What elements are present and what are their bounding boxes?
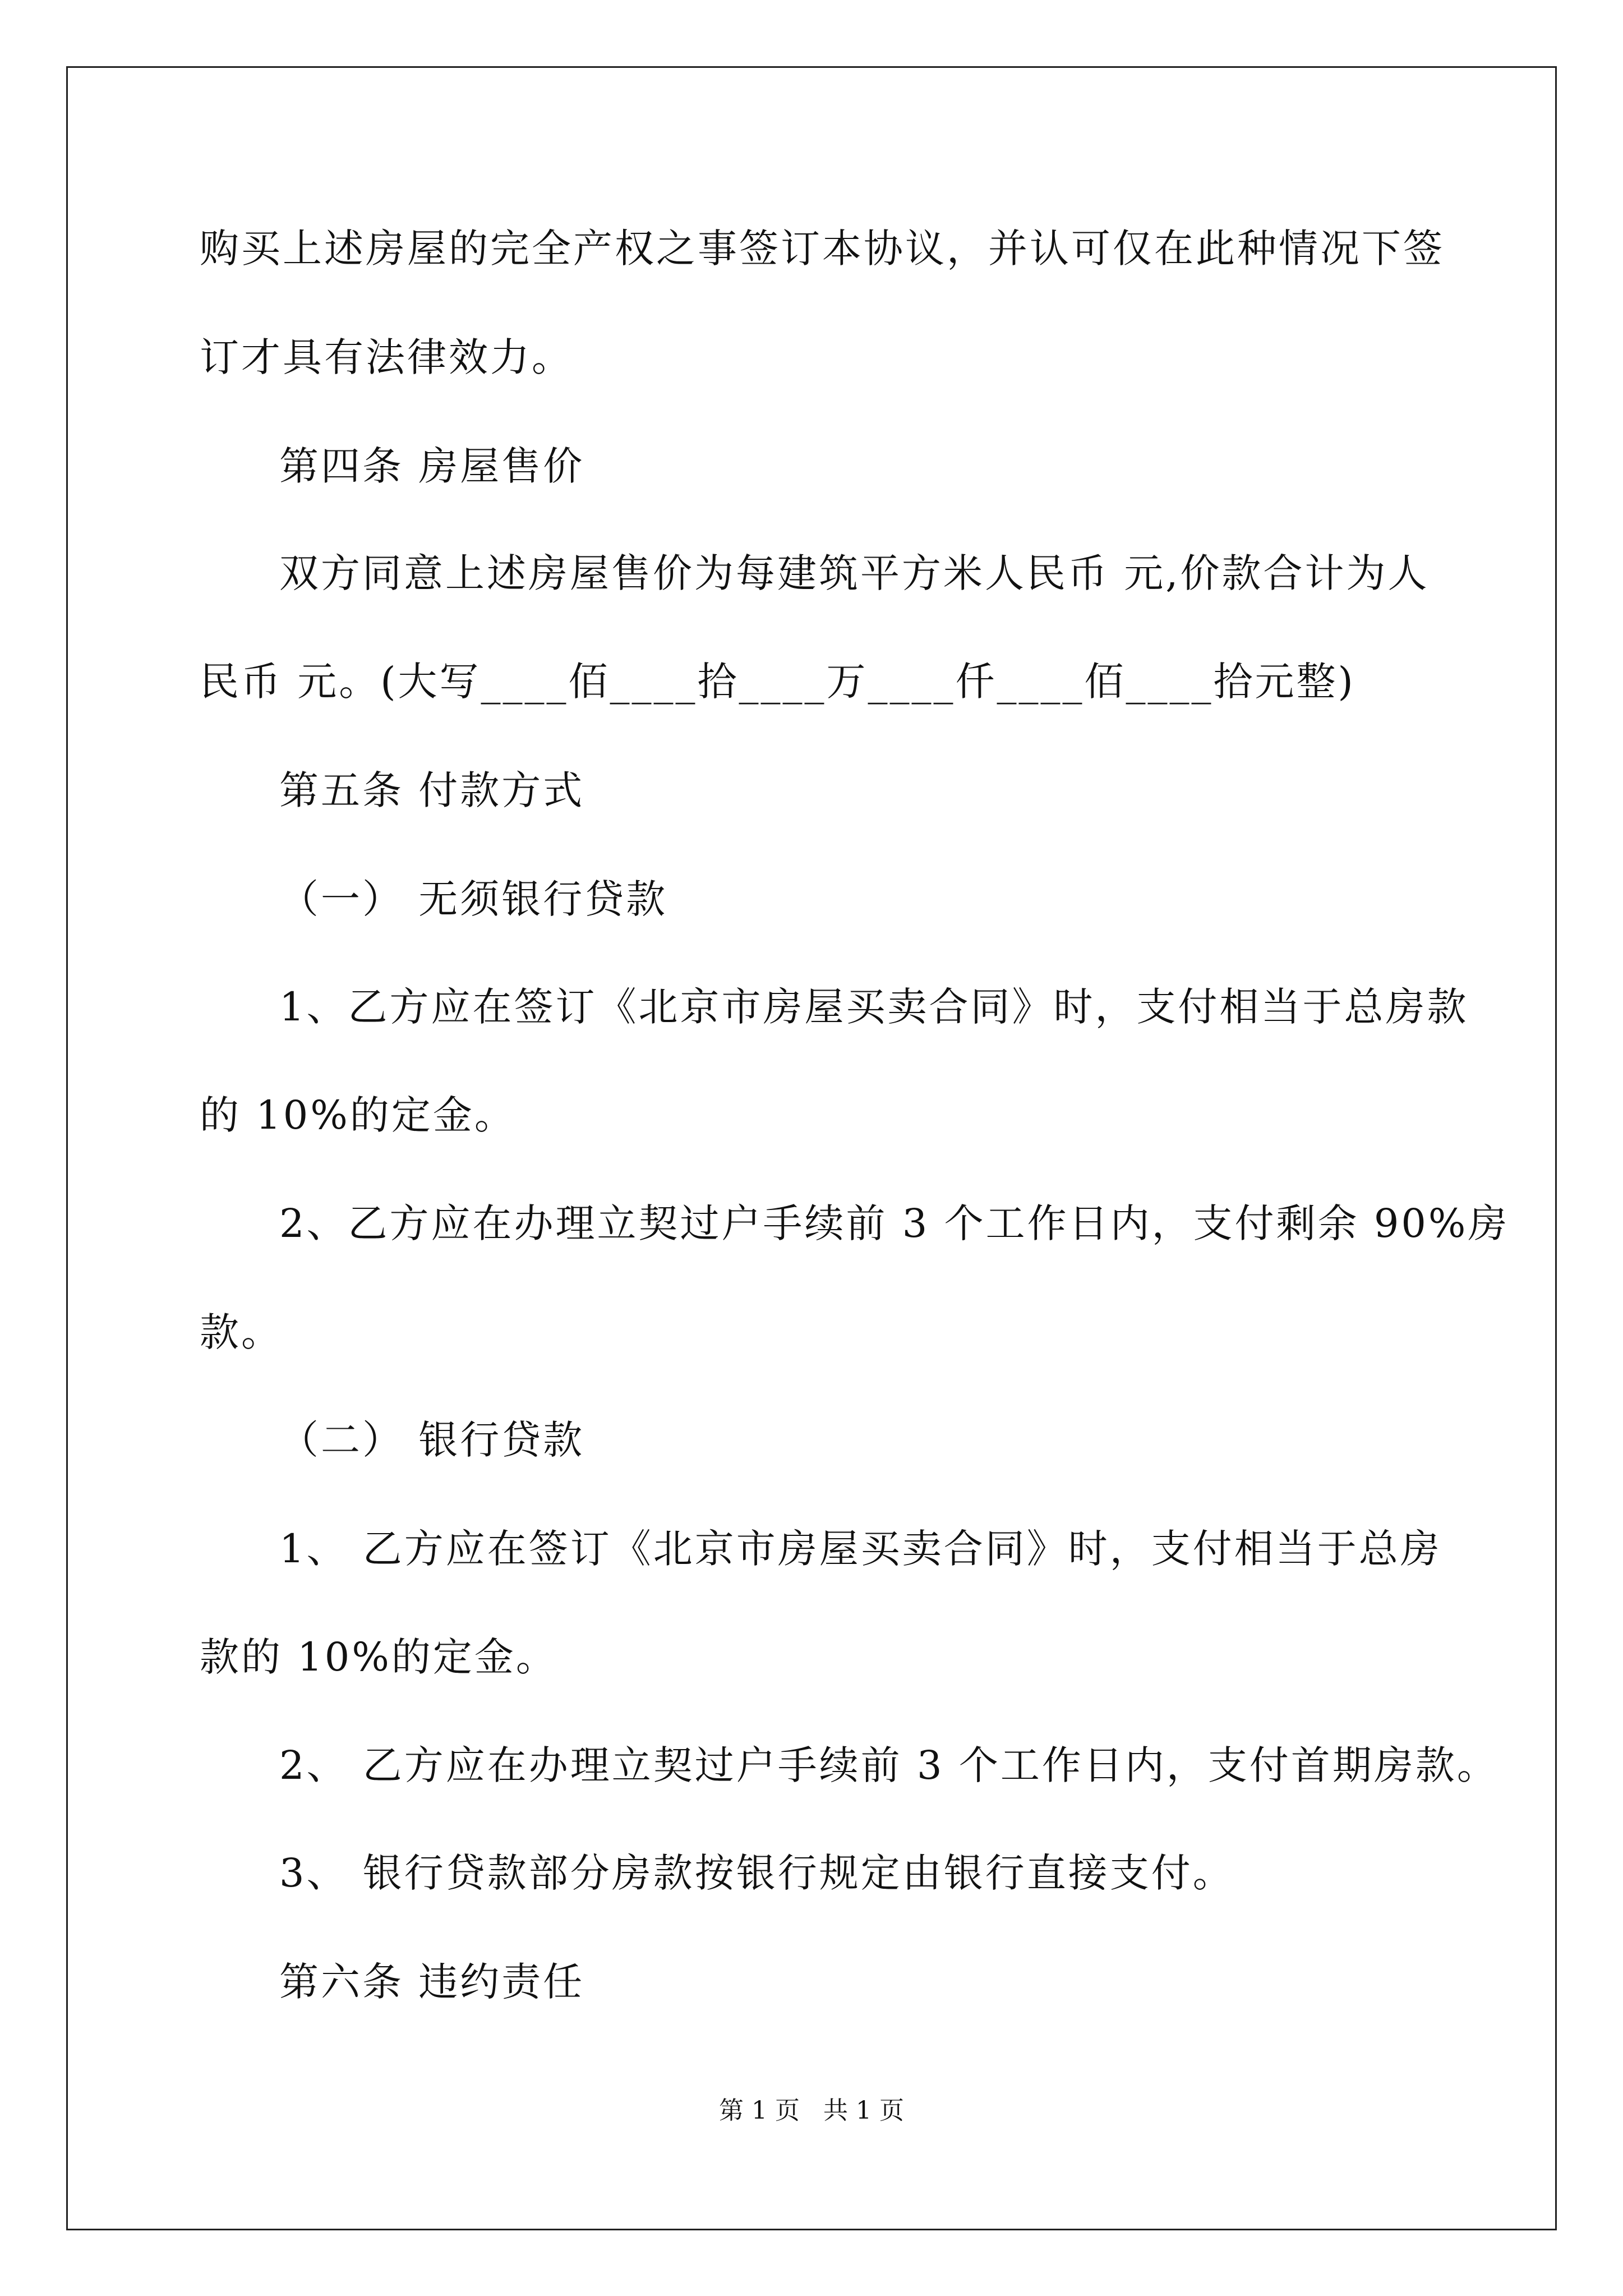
body-text-line: 的 10%的定金。 [200, 1092, 516, 1138]
body-text-line: 1、乙方应在签订《北京市房屋买卖合同》时，支付相当于总房款 [279, 984, 1469, 1030]
body-text-line: 1、 乙方应在签订《北京市房屋买卖合同》时，支付相当于总房 [279, 1526, 1442, 1572]
article-heading: 第六条 违约责任 [279, 1959, 585, 2005]
body-text-line: 3、 银行贷款部分房款按银行规定由银行直接支付。 [279, 1850, 1234, 1896]
body-text-line: 2、乙方应在办理立契过户手续前 3 个工作日内，支付剩余 90%房 [279, 1200, 1510, 1246]
article-heading: 第五条 付款方式 [279, 767, 585, 813]
section-heading: （二） 银行贷款 [279, 1417, 585, 1463]
body-text-line: 款。 [200, 1309, 283, 1355]
body-text-line: 双方同意上述房屋售价为每建筑平方米人民币 元,价款合计为人 [279, 550, 1430, 596]
section-heading: （一） 无须银行贷款 [279, 876, 668, 922]
body-text-line: 订才具有法律效力。 [200, 334, 573, 380]
body-text-line: 款的 10%的定金。 [200, 1634, 557, 1680]
body-text-line: 2、 乙方应在办理立契过户手续前 3 个工作日内，支付首期房款。 [279, 1742, 1498, 1788]
page-border [66, 66, 1557, 2230]
page-number-footer: 第 1 页 共 1 页 [719, 2096, 904, 2125]
body-text-line: 民币 元。(大写____佰____拾____万____仟____佰____拾元整) [200, 659, 1355, 705]
article-heading: 第四条 房屋售价 [279, 443, 585, 489]
body-text-line: 购买上述房屋的完全产权之事签订本协议，并认可仅在此种情况下签 [200, 226, 1445, 272]
